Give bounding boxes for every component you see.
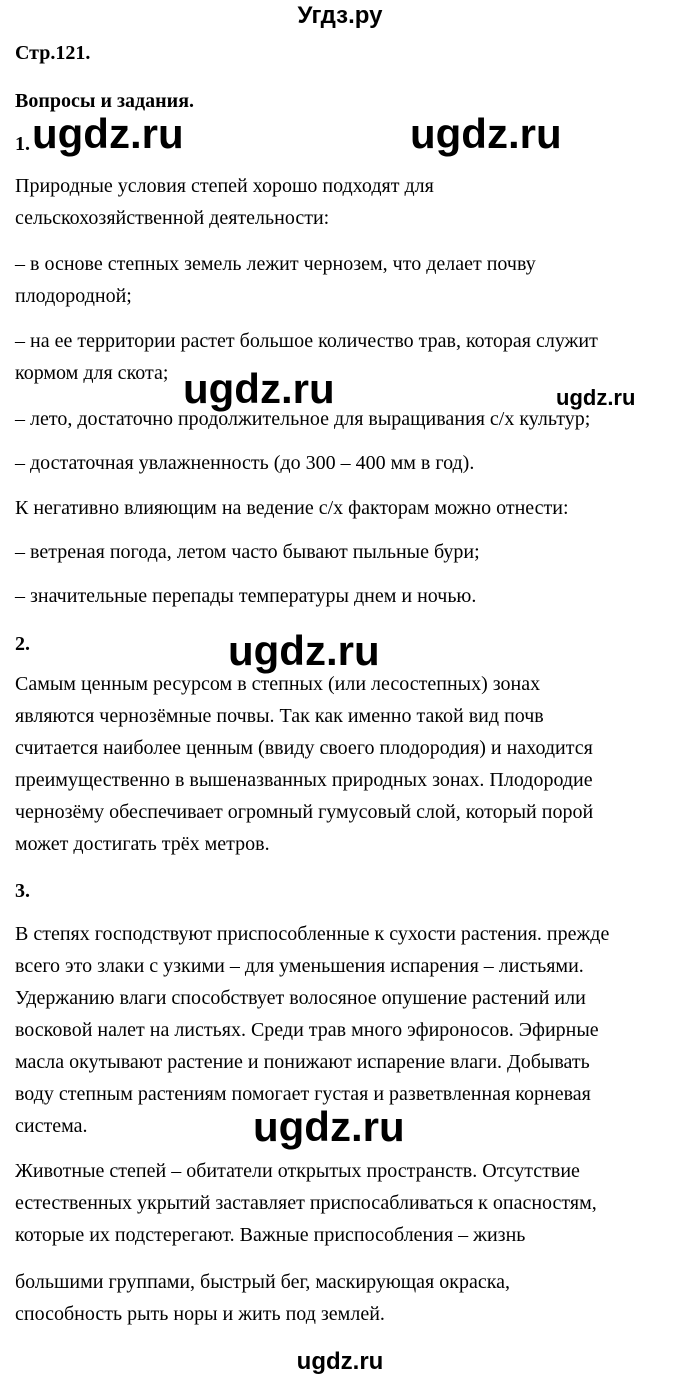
q1-item-4: – достаточная увлажненность (до 300 – 400 мм в год).	[15, 452, 475, 474]
q2-line-5: чернозёму обеспечивает огромный гумусовый слой, который порой	[15, 801, 594, 823]
q3-p1-line-6: воду степным растениям помогает густая и разветвленная корневая	[15, 1083, 591, 1105]
site-footer: ugdz.ru	[296, 1348, 384, 1375]
q1-item-1-line-1: – в основе степных земель лежит чернозем, что делает почву	[15, 253, 536, 275]
q1-negative-2: – значительные перепады температуры днем и ночью.	[15, 585, 477, 607]
watermark: ugdz.ru	[183, 365, 335, 412]
q1-item-2-line-1: – на ее территории растет большое количество трав, которая служит	[15, 330, 598, 352]
section-title: Вопросы и задания.	[15, 90, 195, 112]
q1-negative-intro: К негативно влияющим на ведение с/х факторам можно отнести:	[15, 497, 569, 519]
q3-p1-line-2: всего это злаки с узкими – для уменьшения испарения – листьями.	[15, 955, 584, 977]
q3-p1-line-4: восковой налет на листьях. Среди трав много эфироносов. Эфирные	[15, 1019, 599, 1041]
question-2-number: 2.	[15, 633, 30, 655]
q3-p2-line-4: большими группами, быстрый бег, маскирующая окраска,	[15, 1271, 511, 1293]
q3-p2-line-5: способность рыть норы и жить под землей.	[15, 1303, 385, 1325]
q1-item-3: – лето, достаточно продолжительное для выращивания с/х культур;	[15, 408, 591, 430]
q3-p2-line-2: естественных укрытий заставляет приспосабливаться к опасностям,	[15, 1192, 597, 1214]
watermark: ugdz.ru	[228, 627, 380, 674]
q1-intro-line-1: Природные условия степей хорошо подходят для	[15, 175, 434, 197]
q3-p2-line-1: Животные степей – обитатели открытых пространств. Отсутствие	[15, 1160, 580, 1182]
q3-p1-line-3: Удержанию влаги способствует волосяное опушение растений или	[15, 987, 586, 1009]
q1-negative-1: – ветреная погода, летом часто бывают пыльные бури;	[15, 541, 480, 563]
site-header: Угдз.ру	[297, 2, 383, 29]
q3-p2-line-3: которые их подстерегают. Важные приспособления – жизнь	[15, 1224, 526, 1246]
q2-line-3: считается наиболее ценным (ввиду своего плодородия) и находится	[15, 737, 593, 759]
q1-item-1-line-2: плодородной;	[15, 285, 132, 307]
question-1-number: 1.	[15, 133, 30, 155]
q2-line-4: преимущественно в вышеназванных природных зонах. Плодородие	[15, 769, 593, 791]
q2-line-2: являются чернозёмные почвы. Так как именно такой вид почв	[15, 705, 544, 727]
question-3-number: 3.	[15, 880, 30, 902]
q2-line-6: может достигать трёх метров.	[15, 833, 270, 855]
q1-intro-line-2: сельскохозяйственной деятельности:	[15, 207, 330, 229]
watermark: ugdz.ru	[410, 110, 562, 157]
q3-p1-line-5: масла окутывают растение и понижают испарение влаги. Добывать	[15, 1051, 590, 1073]
q3-p1-line-7: система.	[15, 1115, 88, 1137]
q2-line-1: Самым ценным ресурсом в степных (или лесостепных) зонах	[15, 673, 541, 695]
watermark: ugdz.ru	[253, 1103, 405, 1150]
watermark: ugdz.ru	[32, 110, 184, 157]
q1-item-2-line-2: кормом для скота;	[15, 362, 169, 384]
page-reference: Стр.121.	[15, 42, 91, 64]
watermark: ugdz.ru	[556, 385, 636, 410]
q3-p1-line-1: В степях господствуют приспособленные к сухости растения. прежде	[15, 923, 610, 945]
